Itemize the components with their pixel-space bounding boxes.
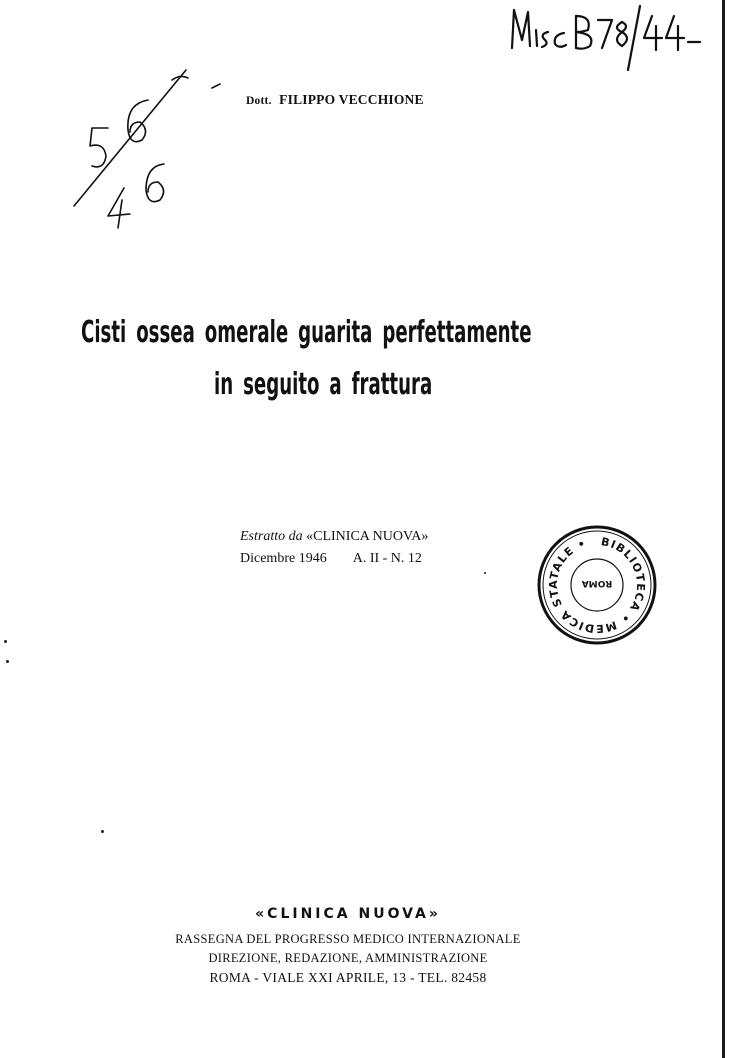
publisher-subtitle: RASSEGNA DEL PROGRESSO MEDICO INTERNAZIONALE (175, 932, 521, 946)
handwritten-fraction (74, 70, 220, 228)
paper-speck (6, 660, 9, 663)
author-name: FILIPPO VECCHIONE (279, 92, 424, 107)
extract-info (240, 526, 428, 570)
svg-text:BIBLIOTECA • MEDICA STATALE •: BIBLIOTECA • MEDICA STATALE • (546, 535, 648, 636)
author-line (246, 92, 424, 108)
extract-label: Estratto da (240, 529, 303, 544)
title-line-1: Cisti ossea omerale guarita perfettamente (81, 315, 532, 350)
publisher-name: «CLINICA NUOVA» (255, 906, 441, 922)
extract-source (240, 526, 428, 548)
title-line-2: in seguito a frattura (214, 367, 433, 402)
extract-date: Dicembre 1946 (240, 551, 327, 566)
svg-text:ROMA: ROMA (581, 578, 613, 588)
paper-speck (484, 572, 486, 574)
publisher-address: ROMA - VIALE XXI APRILE, 13 - TEL. 82458 (209, 970, 487, 985)
publisher-departments: DIREZIONE, REDAZIONE, AMMINISTRAZIONE (208, 951, 488, 965)
author-prefix: Dott. (246, 95, 272, 107)
extract-journal: «CLINICA NUOVA» (306, 529, 429, 544)
page-edge (722, 0, 725, 1058)
library-stamp (536, 524, 658, 646)
paper-speck (101, 830, 104, 833)
extract-issue-line (240, 548, 428, 570)
extract-issue: A. II - N. 12 (352, 551, 422, 566)
paper-speck (4, 640, 7, 643)
handwritten-shelfmark (512, 6, 700, 70)
